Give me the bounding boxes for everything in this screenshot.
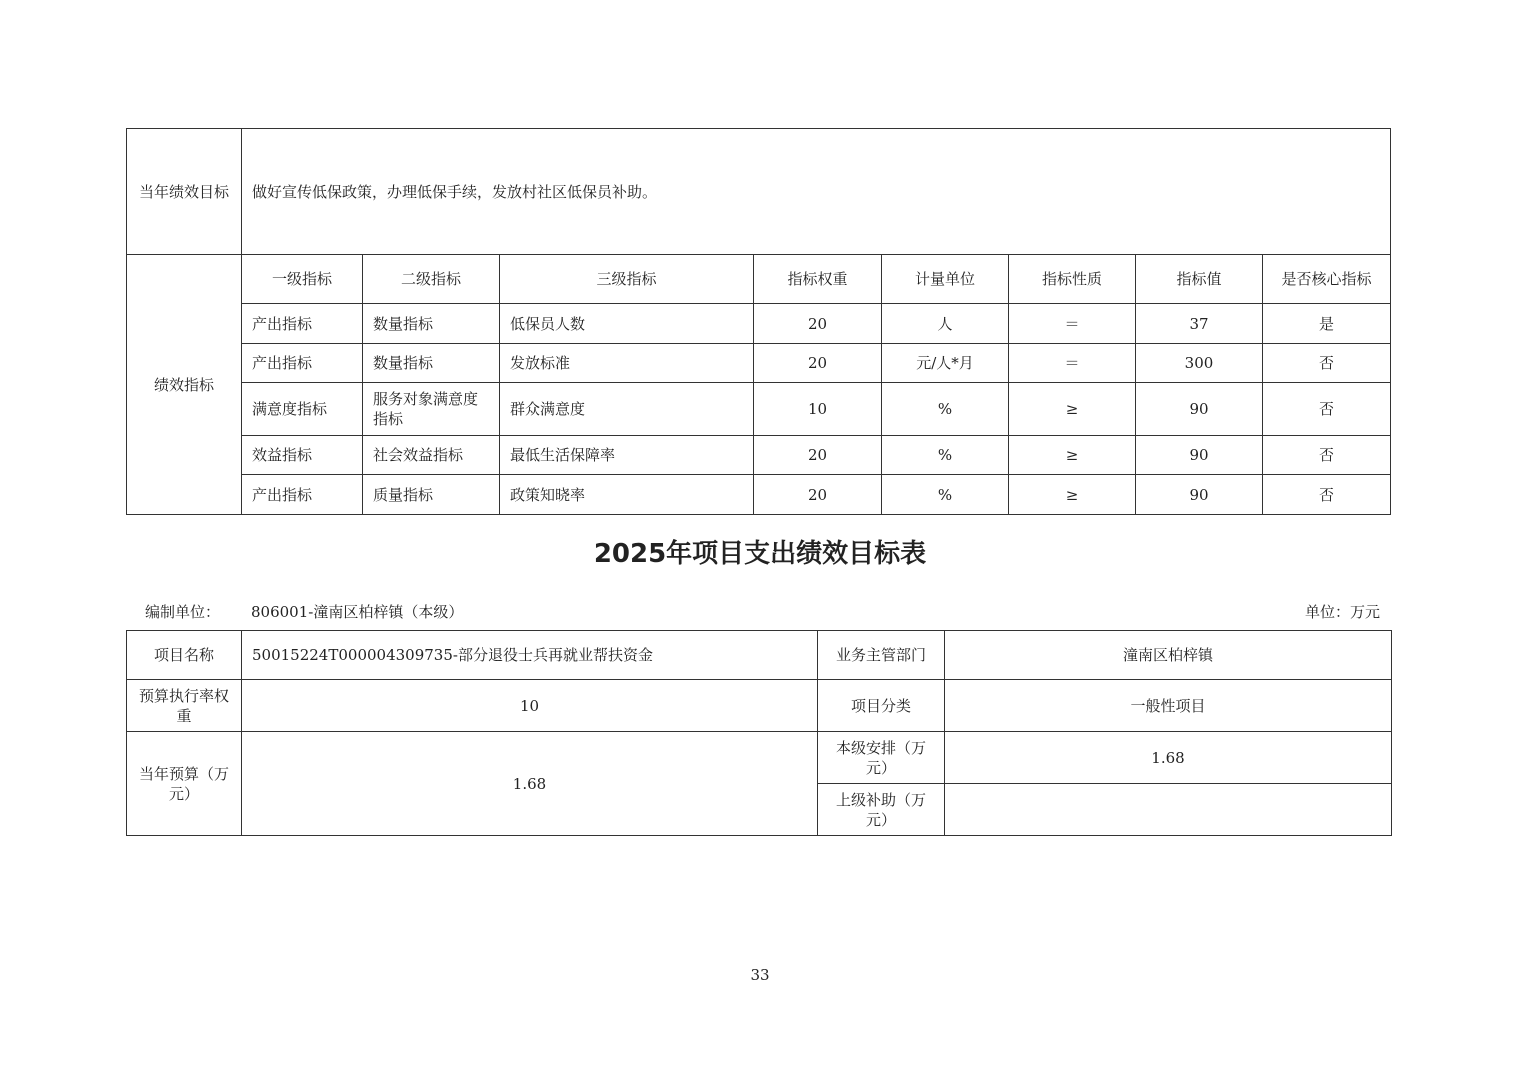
header-cell: 计量单位: [882, 255, 1009, 304]
exec-weight-label: 预算执行率权重: [127, 680, 242, 732]
cell: 产出指标: [242, 475, 363, 515]
page-title: 2025年项目支出绩效目标表: [593, 539, 927, 569]
local-label: 本级安排（万元）: [818, 732, 945, 784]
budget-label: 当年预算（万元）: [127, 732, 242, 836]
cell: 低保员人数: [500, 304, 754, 344]
cell: 数量指标: [363, 344, 500, 383]
cell: 20: [754, 304, 882, 344]
cell: 效益指标: [242, 436, 363, 475]
cell: 90: [1136, 475, 1263, 515]
exec-weight-value: 10: [242, 680, 818, 732]
cell: ＝: [1009, 344, 1136, 383]
table-row: [127, 475, 1391, 515]
cell: 产出指标: [242, 344, 363, 383]
cell: 社会效益指标: [363, 436, 500, 475]
local-value: 1.68: [945, 732, 1392, 784]
project-name: 50015224T000004309735-部分退役士兵再就业帮扶资金: [242, 631, 818, 680]
cell: 发放标准: [500, 344, 754, 383]
header-cell: 指标性质: [1009, 255, 1136, 304]
cell: 群众满意度: [500, 383, 754, 436]
cell: ≥: [1009, 436, 1136, 475]
cell: 政策知晓率: [500, 475, 754, 515]
cell: 否: [1263, 436, 1391, 475]
indicator-label: 绩效指标: [127, 255, 242, 515]
cell: 服务对象满意度指标: [363, 383, 500, 436]
cell: 否: [1263, 344, 1391, 383]
cell: 最低生活保障率: [500, 436, 754, 475]
performance-goal-table: [126, 128, 1391, 515]
cell: 20: [754, 475, 882, 515]
cell: ≥: [1009, 383, 1136, 436]
cell: 是: [1263, 304, 1391, 344]
cell: 产出指标: [242, 304, 363, 344]
cell: 人: [882, 304, 1009, 344]
cell: 300: [1136, 344, 1263, 383]
budget-value: 1.68: [242, 732, 818, 836]
unit-label: 编制单位：: [145, 603, 221, 621]
cell: 数量指标: [363, 304, 500, 344]
category-label: 项目分类: [818, 680, 945, 732]
project-name-label: 项目名称: [127, 631, 242, 680]
cell: 90: [1136, 436, 1263, 475]
cell: 20: [754, 344, 882, 383]
table-row: [127, 436, 1391, 475]
cell: 否: [1263, 475, 1391, 515]
upper-value: [945, 784, 1392, 836]
goal-label: 当年绩效目标: [127, 129, 242, 255]
page-number: 33: [750, 966, 770, 984]
header-cell: 三级指标: [500, 255, 754, 304]
upper-label: 上级补助（万元）: [818, 784, 945, 836]
header-cell: 一级指标: [242, 255, 363, 304]
dept-label: 业务主管部门: [818, 631, 945, 680]
table-row: [127, 344, 1391, 383]
goal-text: 做好宣传低保政策，办理低保手续，发放村社区低保员补助。: [242, 129, 1391, 255]
table-row: [127, 304, 1391, 344]
project-info-table: [126, 630, 1392, 836]
cell: ≥: [1009, 475, 1136, 515]
cell: 10: [754, 383, 882, 436]
header-cell: 指标权重: [754, 255, 882, 304]
table-row: [127, 383, 1391, 436]
dept-value: 潼南区柏梓镇: [945, 631, 1392, 680]
cell: 90: [1136, 383, 1263, 436]
cell: 质量指标: [363, 475, 500, 515]
currency-label: 单位：万元: [1304, 603, 1380, 621]
cell: 元/人*月: [882, 344, 1009, 383]
cell: %: [882, 475, 1009, 515]
unit-value: 806001-潼南区柏梓镇（本级）: [251, 603, 464, 621]
cell: %: [882, 383, 1009, 436]
header-cell: 二级指标: [363, 255, 500, 304]
cell: 20: [754, 436, 882, 475]
category-value: 一般性项目: [945, 680, 1392, 732]
cell: 否: [1263, 383, 1391, 436]
cell: 37: [1136, 304, 1263, 344]
cell: %: [882, 436, 1009, 475]
cell: 满意度指标: [242, 383, 363, 436]
cell: ＝: [1009, 304, 1136, 344]
header-cell: 是否核心指标: [1263, 255, 1391, 304]
header-cell: 指标值: [1136, 255, 1263, 304]
